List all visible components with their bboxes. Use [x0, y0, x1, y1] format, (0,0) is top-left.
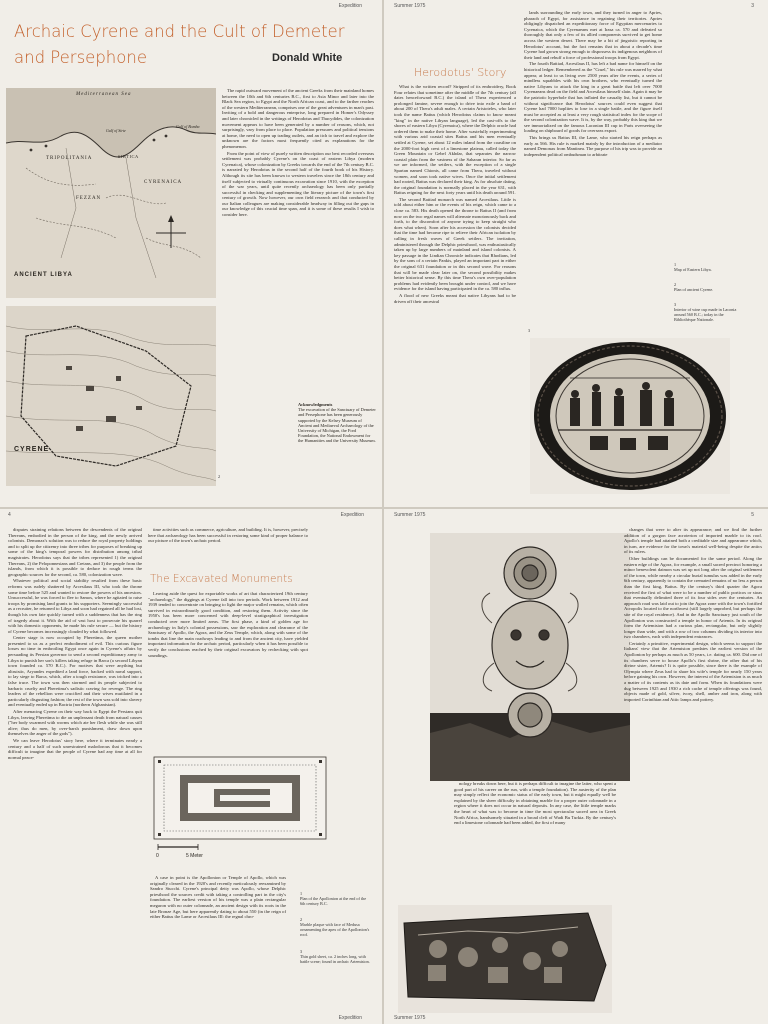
map-title: ANCIENT LIBYA [14, 272, 73, 278]
gold-sheet-drawing [398, 905, 612, 1013]
caption-number: 1 [300, 891, 303, 896]
section-heading: Herodotus' Story [414, 66, 507, 79]
paragraph: This brings us Battus III, the Lame, who started his reign perhaps as early as 566. His rule is marked mainly by the introduction of a mediator named Demonax from Mantinea. The purpose of his trip was to provide an independent political ombudsman to arbitrate [524, 135, 662, 157]
running-footer: Expedition [338, 1015, 362, 1021]
body-text-column-2 [148, 591, 308, 751]
paragraph: Certainly a primitive, experimental design, which seems to support the Italians' view that the Artemision predates the earliest version of the Apollonion by perhaps as much as 50 years, i.e. dating ca. 600. Did one of its chambers serve to house Apollo's first shrine, the other that of his divine sister, Artemis? It is quite possible, since there is the example of Olympia where Zeus had to share his wife's temple for nearly 150 years before gaining his own. However, the interest of the Artemision is as much a matter of its contents as its date and form. When its foundations were dug between 1925 and 1930 a rich cache of temple offerings was found, objects made of gold, silver, ivory, shell, amber and iron, along with imported Corinthian and Attic lamps and pottery. [624, 640, 762, 702]
page-3 [0, 509, 382, 1024]
page-number: 3 [751, 3, 754, 9]
running-header: Summer 1975 [394, 512, 426, 518]
body-text-column-2-top [148, 527, 308, 575]
caption-text: Thin gold sheet, ca. 2 inches long, with battle scene; found in archaic Artemision. [300, 954, 370, 964]
map-label-sea: Mediterranean Sea [76, 92, 132, 97]
cup-drawing [530, 338, 730, 494]
caption-text: Marble plaque with face of Medusa ornamenting the apex of the Apollonion's roof. [300, 922, 370, 937]
paragraph: The fourth Battiad, Arcesilaus II, has left a bad name for himself on the historical ledger. Remembered as the "Cruel," his rule was marred by what appear, at least to us living over 2500 years after the events, a series of mindless squabbles with his own brothers, who eventually turned the native Libyans to attack the king in a great battle that left over 7000 Cyrenaeans dead on the field and Arcesilaus himself slain. Again it may be the patriotic hyperbole that has inflated the casualty list, but it cannot be without significance that Herodotus' sources could even suggest that Cyrene had 7000 hoplites to lose in a single battle, and the figure itself must be accepted as at least a very rough statistical index for the scope of the second colonization wave. It is, by the way, probably this king that we see immortalized on the famous Laconian III cup in Paris overseeing the loading on shipboard of goods for overseas export. [524, 61, 662, 134]
figure-number: 2 [218, 474, 221, 479]
paragraph: nology breaks down here, but it is perhaps difficult to imagine the latter, who spent a good part of his career on the run, with a temple foundation). The austerity of the plan may simply reflect the economic status of the early town, but it might equally well be explained by the sheer difficulty in obtaining marble for a proper outer colonnade in a region where it does not occur in natural deposits. In any case, the little temple marks the heart of what was to become in time the most spectacular sacred area in Greek North Africa, handsomely situated in a broad cleft of Wadi Bu Turkia. By the century's end a limestone colonnade had been added, the first of many [454, 781, 616, 826]
map-label-cyrenaica: CYRENAICA [144, 180, 183, 185]
acknowledgments-text: The excavation of the Sanctuary of Demeter and Persephone has been generously supported by the Kelsey Museum of Ancient and Mediaeval Archaeology of the University of Michigan, the Ford Foundation, the National Endowment for the Humanities and the University Museum. [298, 407, 376, 444]
paragraph: Leaving aside the quest for exportable works of art that characterized 19th century "archaeology," the diggings at Cyrene fall into two periods. Work between 1912 and 1939 tended to concentrate on bringing to light the major walled remains, which often survived in extraordinarily good condition, and restoring them. Activity since the 1950's has been more concerned with deep-level stratigraphical investigation conducted over more limited areas. The first phase, a kind of golden age for archaeology in Italy's colonial possessions, saw the exploration and clearance of the Sanctuary of Apollo, the Agora, and the Zeus Temple, which, along with some of the tombs that line the main roadways leading to and from the ancient city, have yielded important information for the archaic period, particularly when it has been possible to verify the conclusions reached by their original excavators by rechecking with spot soundings. [148, 591, 308, 658]
gold-sheet-image [398, 905, 612, 1013]
body-text-column-1 [8, 527, 142, 1011]
map-label-tripolitania: TRIPOLITANIA [46, 156, 93, 161]
page-1 [0, 0, 382, 507]
paragraph: The second Battiad monarch was named Arcesilaus. Little is told about either him or the events of his reign, which came to a close ca. 583. His death opened the throne to Battus II (and from now on the two regal names will alternate monotonously back and forth, to the discomfort of anyone trying to keep straight who does what when). Soon after his accession the colonists decided that the time had become ripe to relieve their African isolation by calling in fresh waves of Greek settlers. The invitation, administered through the Delphic priesthood, was enthusiastically taken up by large numbers of mainland and island colonists. A key passage in the Lindian Chronicle indicates that Rhodians, led by the sons of a certain Pankis, played an important part in either the original 631 foundation or in this second wave. For reasons that will be made clear later on, the second possibility makes better historical sense. By this time Thera's own over-population problems had evidently been brought under control, and we have evidence for the island having participated in the ca. 580 influx. [394, 196, 516, 292]
paragraph: disputes straining relations between the descendents of the original Thereans, embodied in the person of the king, and the newly arrived colonists. Demonax's solution was to reduce the royal property holdings and to split up the citizenry into three tribes for purposes of breaking up some of the king's temporal powers for distribution among tribal magistrates. Herodotus says that the tribes represented 1) the original Thereans, 2) the Peloponnesians and Cretans, and 3) the people from the islands, from which it is possible to deduce in rough terms the geographic sources for the second, ca. 580, colonization wave. [8, 527, 142, 577]
caption-text: Interior of wine cup made in Laconia around 560 B.C.; today in the Bibliothèque Nationale. [674, 307, 737, 322]
caption-text: Map of Eastern Libya. [674, 267, 712, 272]
page-2 [384, 0, 768, 507]
map-label-gulf-sirte: Gulf of Sirte [106, 128, 126, 133]
paragraph: After menacing Cyrene on their way back to Egypt the Persians quit Libya, leaving Pheretima to die an unpleasant death from natural causes ("her body swarmed with worms which ate her flesh while she was still alive; thus do men, by over-harsh punishment, draw down upon themselves the anger of the gods"). [8, 709, 142, 737]
caption-number: 1 [674, 262, 677, 267]
plan-title: CYRENE [14, 446, 50, 453]
caption-number: 3 [300, 949, 303, 954]
caption-number: 2 [300, 917, 303, 922]
paragraph: Other buildings can be documented for the same period. Along the eastern edge of the Agora, for example, a small sacred precinct honoring a minor benevolent daimon was set up not long after the original settlement of the town, while nearby a circular burial tumulus was added in the early 6th century, apparently to contain the cremated remains of no less a person than the first king, Battus. By the century's third quarter the Agora received the first of what were to be a number of public porticos or stoas that eventually delimited three of its four sides over the centuries. An approach road was laid out to join the Agora zone with the town's fortified Acropolis located to the northwest (still largely unprobed, but perhaps the site of the royal residence). And in the Apollo Sanctuary just south of the Apollonion was constructed a temple in honor of Artemis. In its original form the Artemision had a curious plan, rectangular, but only slightly longer than wide, and with a row of two columns dividing its interior into two chambers, each with independent entrances. [624, 555, 762, 640]
medusa-drawing [430, 533, 630, 781]
acknowledgments [298, 402, 376, 444]
caption-text: Plan of the Apollonion at the end of the 6th century B.C. [300, 896, 367, 906]
page-4 [384, 509, 768, 1024]
figure-number: 3 [528, 328, 531, 333]
body-text-column-2 [624, 527, 762, 1007]
map-ancient-libya [6, 88, 216, 298]
plan-drawing [150, 755, 330, 853]
running-footer: Summer 1975 [394, 1015, 426, 1021]
caption-1 [674, 262, 744, 272]
page-number: 5 [751, 512, 754, 518]
paragraph: A case in point is the Apollonion or Temple of Apollo, which was originally cleared in the 1920's and recently meticulously reexamined by Sandro Stucchi. Cyrene's principal deity was Apollo, whose Delphic priesthood the sources credit with taking a controlling part in the city's foundation. The earliest version of his temple was a plain rectangular megaron with no outer colonnade, an ancient design with its roots in the late Bronze Age, but here apparently dating to about 550 (in the reign of either Battus the Lame or Arcesilaus III: the regnal chro- [150, 875, 286, 920]
caption-3 [674, 302, 744, 322]
section-heading: The Excavated Monuments [150, 573, 293, 585]
plan-drawing [6, 306, 216, 486]
map-drawing [6, 88, 216, 298]
body-text-column [222, 88, 374, 388]
body-text-column-1 [454, 781, 616, 897]
scale-label: 5 Meter [186, 853, 203, 859]
caption-2 [674, 282, 744, 292]
caption-3 [300, 949, 372, 964]
paragraph: time activities such as commerce, agriculture, and building. It is, however, precisely here that archaeology has been successful in restoring some kind of proper balance to our picture of the town's archaic period. [148, 527, 308, 544]
body-text-column-2 [524, 10, 662, 330]
body-text-column-1 [394, 84, 516, 484]
body-text-column-2-bottom [150, 875, 286, 1013]
laconian-cup-image [530, 338, 730, 494]
acknowledgments-title: Acknowledgments [298, 402, 333, 407]
caption-2 [300, 917, 372, 937]
caption-1 [300, 891, 372, 906]
caption-text: Plan of ancient Cyrene. [674, 287, 714, 292]
paragraph: We can leave Herodotus' story here, where it terminates nearly a century and a half of such unrestrained malodorous that it becomes difficult to imagine that the people of Cyrene had any time at all for normal peace- [8, 737, 142, 760]
map-label-sirtica: SIRTICA [118, 154, 139, 159]
caption-number: 3 [674, 302, 677, 307]
plan-cyrene [6, 306, 216, 486]
running-header: Expedition [338, 3, 362, 9]
paragraph: From the point of view of purely written description our best recorded overseas settlement was probably Cyrene's on the coast of eastern Libya (modern Cyrenaica), whose colonization by Greeks towards the end of the 7th century B.C. is narrated by Herodotus in the second half of the fourth book of his History. Although its site has been known to western travelers since the 18th century and itself subjected to virtually continuous excavation since 1910, with the exception of the war years, until quite recently archaeology has been only partially successful in checking and supplementing the literary picture of the town's first century of growth. Now however, our own field research and that conducted by our Italian colleagues are making considerable headway in filling out the gaps in our knowledge of this crucial time span, and it is some of these results I wish to consider here. [222, 150, 374, 218]
running-header: Expedition [340, 512, 364, 518]
author-name: Donald White [272, 52, 343, 64]
page-number: 4 [8, 512, 11, 518]
paragraph: Center stage is now occupied by Pheretima, the queen mother presented to us as a perfect embodiment of evil. This curious figure losses no time in embroiling Egypt once again in Cyrene's affairs by persuading its Persian governor to send a second expeditionary army to Libya to punish her son's killers taking refuge in Barca (a second Libyan town founded ca. 570 B.C.). For motives that were anything but altruistic, Aryandes expedited a land force, backed with naval support, to lay siege to Barca, which, after a tough resistance, was tricked into a false truce. The town was then stormed and its people subjected to barbaric cruelty and Pheretima's sadistic craving for revenge. The ring leaders of the rebellion were crucified and their wives mutilated in a particularly disgusting fashion; the rest of the town was sold into slavery and eventually ended up in Bactria (northern Afghanistan). [8, 635, 142, 708]
article-title-line-1: Archaic Cyrene and the Cult of Demeter [14, 22, 345, 41]
paragraph: lands surrounding the early town, and they turned in anger to Apries, pharaoh of Egypt, for assistance in regaining their territories. Apries obligingly dispatched an expeditionary force of Egyptian mercenaries to Cyrenaica, which the Cyrenaeans met at Irasa ca. 570 and defeated so thoroughly that only a few of its allied components survived to get home across the western desert. There may be a bit of jingoistic reporting in Herodotus' account, but the fact remains that in about a decade's time Cyrene had grown strong enough to dispossess its indigenous neighbors of their land and rebuff a force of professional troops from Egypt. [524, 10, 662, 60]
paragraph: The rapid outward movement of the ancient Greeks from their mainland homes between the 10th and 6th centuries B.C., first to Asia Minor and later into the Black Sea region, to Egypt and the North African coast, and to the farther reaches of the western Mediterranean, comprises one of the great adventures in man's past. Inviting of a bold and dangerous enterprise, long prepared in Homer's Odyssey and later chronicled in the writings of Herodotus and Thucydides, the colonization movement appears to have been generated by a number of reasons, which, not surprisingly, vary from place to place. Population pressures and political tensions at home, the need to open up trading outlets, and an itch to travel and explore the unknown are the factors most frequently cited as explanations for the phenomenon. [222, 88, 374, 149]
map-label-gulf-bomba: Gulf of Bomba [176, 124, 200, 129]
caption-number: 2 [674, 282, 677, 287]
paragraph: Whatever political and social stability resulted from these basic reforms was rudely shattered by Arcesilaus III, who took the throne some time before 525 and wanted to restore the powers of his ancestors. Unsuccessful, he was forced to flee to Samos, where he agitated to raise troops by promising land grants to his supporters. Seemingly successful as a recruiter, he returned to Libya and soon had regained all he had lost, though his own fate quickly turned with a suddenness that has the ring of tragedy about it. With the aid of vast host to prosecute his quarrel with his domestic opponents, he made his rule secure — but the history of Cyrene becomes increasingly clouded by what followed. [8, 578, 142, 634]
article-title-line-2: and Persephone [14, 48, 147, 67]
map-label-fezzan: FEZZAN [76, 196, 102, 201]
medusa-plaque-image [430, 533, 630, 781]
paragraph: A flood of new Greeks meant that native Libyans had to be driven off their ancestral [394, 292, 516, 304]
paragraph: changes that were to alter its appearance; and we find the further addition of a gorgon face acroterion of imported marble to its roof. Apollo's temple had attained both a creditable size and appearance which, in turn, are evidence for the town's material well-being despite the antics of its rulers. [624, 527, 762, 555]
scale-zero: 0 [156, 853, 159, 859]
apollonion-plan [150, 755, 330, 853]
running-header: Summer 1975 [394, 3, 426, 9]
paragraph: What is the written record? Stripped of its embroidery, Book Four relates that sometime after the middle of the 7th century (all dates henceforward B.C.) the island of Thera experienced a prolonged famine, severe enough to drive into exile a band of about 200 of Thera's adult males. A certain Aristoteles, who later took the name Battus (which Herodotus claims to know meant "king" in the native Libyan language), led the cast-offs to the shores of eastern Libya (Cyrenaica), where the Delphic oracle had ordered them to make their home. After wastefully experimenting with various arid coastal sites Battus and his men eventually settled at Cyrene, set about 12 miles inland from the coastline on the 2000-foot high crest of a limestone plateau, called today the Green Mountain or Gebel Akhdar, that separates the narrow coastal plain from the vastness of the Saharan interior. So far as we are informed, the settlers, with the exception of a single Spartan named Chionis, all came from Thera, traveled without women, and soon took native wives. Once the initial settlement had rooted, Battus was declared their king. As for absolute dating, the original foundation is normally placed in the year 631, with Battus reigning for the next forty years until his death around 591. [394, 84, 516, 196]
